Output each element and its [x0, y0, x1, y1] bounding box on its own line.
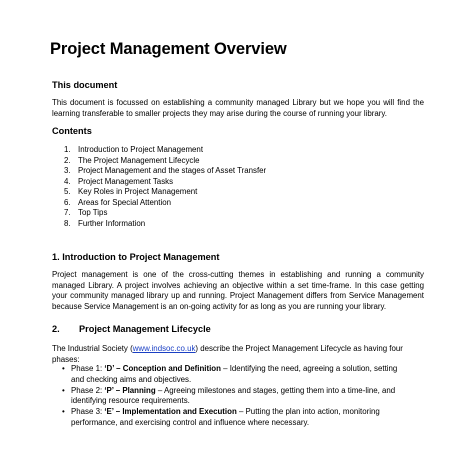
phase-description: – Identifying the need, agreeing a solution, setting — [220, 364, 398, 373]
phase-description: – Agreeing milestones and stages, getting them into a time-line, and — [155, 385, 396, 395]
bullet-icon: • — [62, 364, 65, 373]
section-1-line: your community managed library up and running. Project Management differs from Service Management — [52, 291, 424, 301]
this-document-paragraph — [52, 98, 424, 119]
this-document-line: This document is focussed on establishing a community managed Library but we hope you will find the — [52, 98, 424, 107]
section-2-intro-line: phases: — [52, 354, 80, 364]
phase-prefix: Phase 3: — [71, 407, 105, 417]
phase-line — [71, 364, 432, 375]
contents-item-number: 3. — [64, 166, 71, 175]
bullet-icon: • — [62, 407, 65, 417]
contents-item-label: Introduction to Project Management — [78, 145, 204, 154]
phase-line-continued: and checking aims and objectives. — [71, 374, 192, 384]
page-title: Project Management Overview — [50, 40, 287, 58]
contents-item-number: 8. — [64, 218, 71, 228]
contents-item-number: 4. — [64, 176, 71, 186]
section-2-intro-line — [52, 344, 424, 355]
phase-item — [52, 364, 432, 385]
phase-name: ‘D’ – Conception and Definition — [104, 364, 221, 373]
contents-item-label: Key Roles in Project Management — [78, 187, 198, 196]
section-2-heading: Project Management Lifecycle — [79, 324, 211, 334]
contents-item-label: Areas for Special Attention — [78, 197, 171, 207]
section-2-intro — [52, 344, 424, 365]
phase-line — [71, 407, 432, 418]
contents-item-number: 1. — [64, 145, 71, 154]
phase-item — [52, 386, 432, 407]
contents-list — [64, 145, 266, 229]
phase-name: ‘P’ – Planning — [104, 385, 156, 395]
contents-item — [64, 219, 266, 230]
section-1-line: managed Library. A project involves achieving an objective within a set time-frame. In this case getting — [52, 280, 424, 290]
phase-prefix: Phase 1: — [71, 364, 105, 373]
this-document-line: learning transferable to smaller projects they may arise during the course of running your library. — [52, 108, 387, 118]
contents-item-label: The Project Management Lifecycle — [78, 155, 200, 165]
section-1-line: because Service Management is an on-going activity for as long as you are running your library. — [52, 301, 387, 311]
contents-item — [64, 156, 266, 167]
phase-line-continued: performance, and exercising control and influence where necessary. — [71, 417, 310, 427]
contents-item — [64, 208, 266, 219]
section-1-line: Project management is one of the cross-cutting themes in establishing and running a community — [52, 270, 424, 279]
contents-item-label: Project Management and the stages of Asset Transfer — [78, 166, 267, 175]
bullet-icon: • — [62, 385, 65, 395]
industrial-society-link[interactable]: www.indsoc.co.uk — [132, 344, 196, 353]
contents-item — [64, 187, 266, 198]
contents-item — [64, 166, 266, 177]
this-document-heading: This document — [52, 80, 118, 90]
contents-item-label: Further Information — [78, 218, 146, 228]
intro-text-before: The Industrial Society ( — [52, 344, 133, 353]
section-1-heading: 1. Introduction to Project Management — [52, 252, 220, 262]
contents-item-number: 6. — [64, 197, 71, 207]
phase-line-continued: identifying resource requirements. — [71, 396, 190, 406]
phase-name: ‘E’ – Implementation and Execution — [104, 407, 237, 417]
contents-item — [64, 177, 266, 188]
contents-item — [64, 145, 266, 156]
phase-list — [52, 364, 432, 429]
contents-heading: Contents — [52, 126, 92, 136]
phase-description: – Putting the plan into action, monitoring — [236, 407, 380, 417]
section-1-paragraph — [52, 270, 424, 312]
intro-text-after: ) describe the Project Management Lifecycle as having four — [195, 344, 403, 353]
phase-line — [71, 386, 432, 397]
contents-item-label: Top Tips — [78, 208, 108, 217]
contents-item-label: Project Management Tasks — [78, 176, 174, 186]
section-2-number: 2. — [52, 324, 60, 334]
phase-prefix: Phase 2: — [71, 385, 105, 395]
phase-item — [52, 407, 432, 428]
contents-item — [64, 198, 266, 209]
contents-item-number: 5. — [64, 187, 71, 196]
contents-item-number: 2. — [64, 155, 71, 165]
contents-item-number: 7. — [64, 208, 71, 217]
